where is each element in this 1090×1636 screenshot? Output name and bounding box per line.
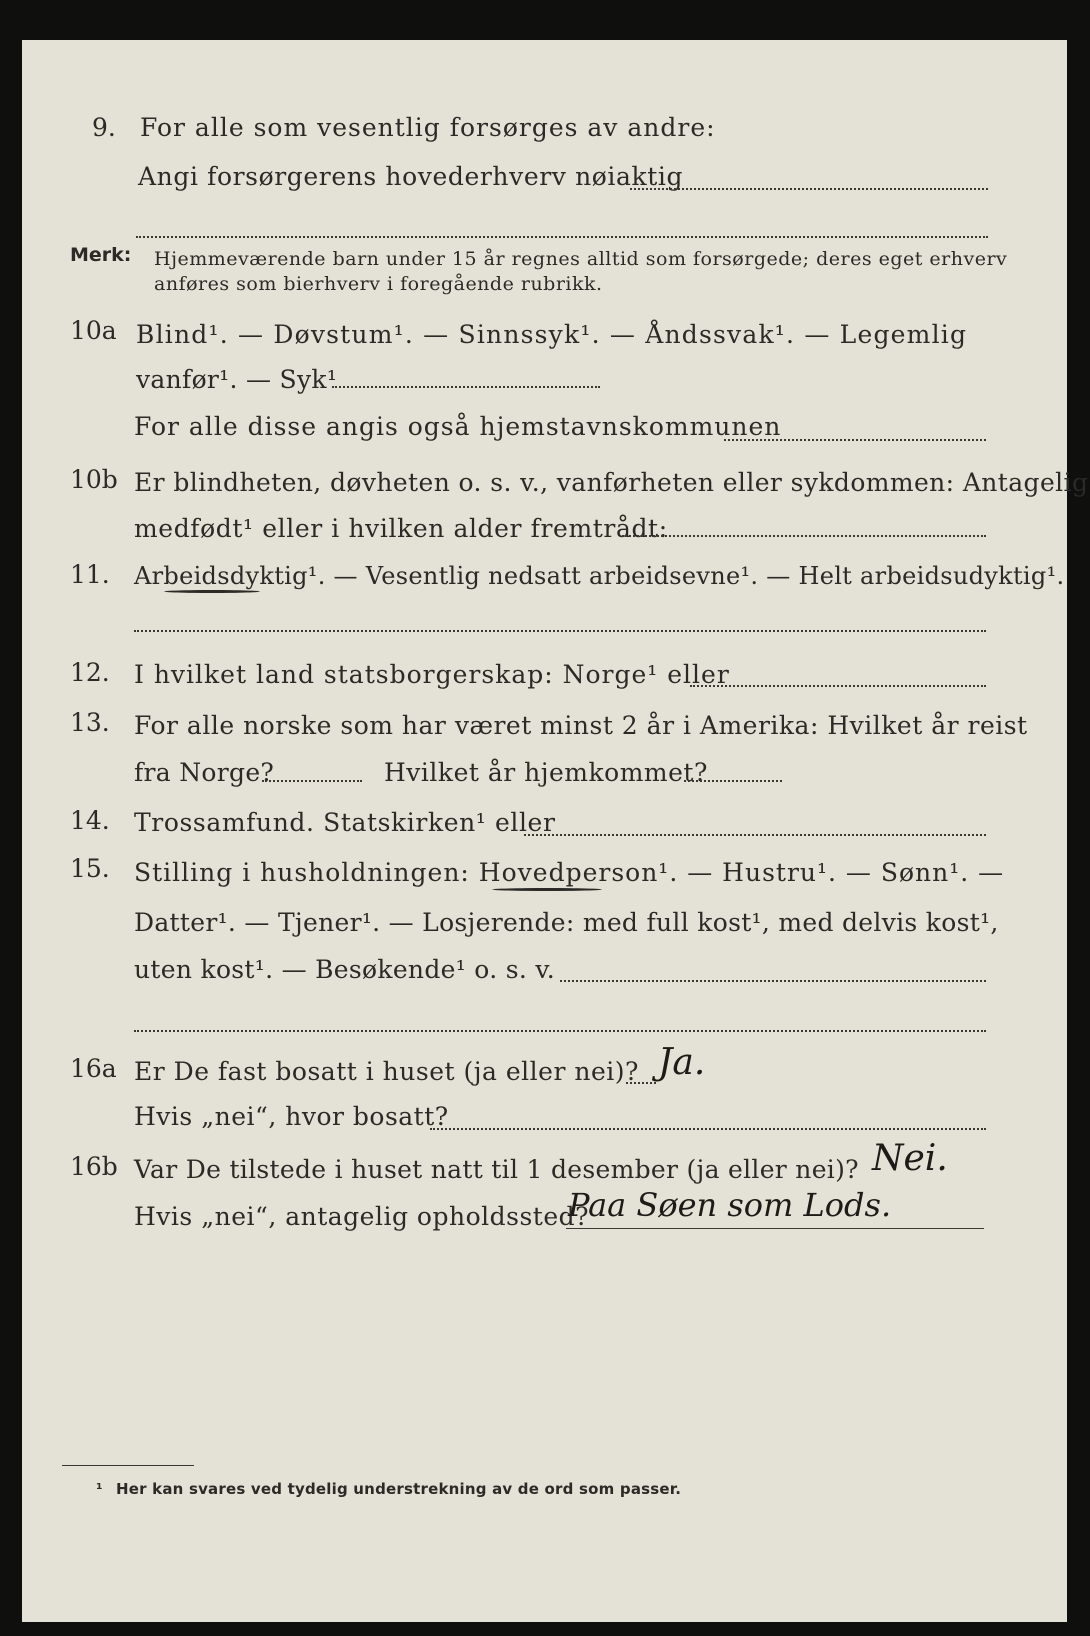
- merk-line2: anføres som bierhverv i foregående rubrikk.: [154, 273, 603, 295]
- q10b-number: 10b: [70, 465, 118, 494]
- q16a-handwritten-answer: Ja.: [658, 1042, 706, 1083]
- q10a-number: 10a: [70, 316, 117, 345]
- q16b-opholdssted-underline: [566, 1228, 984, 1229]
- q9-answer-field[interactable]: [630, 188, 988, 190]
- q10a-line3: For alle disse angis også hjemstavnskommunen: [134, 412, 782, 441]
- q10b-answer-field[interactable]: [622, 535, 986, 537]
- q16b-line2: Hvis „nei“, antagelig opholdssted?: [134, 1202, 590, 1231]
- q10b-line2: medfødt¹ eller i hvilken alder fremtrådt:: [134, 514, 668, 543]
- q15-line1: Stilling i husholdningen: Hovedperson¹. — Hustru¹. — Sønn¹. —: [134, 858, 1005, 887]
- q9-line2: Angi forsørgerens hovederhverv nøiaktig: [138, 162, 684, 191]
- q15-number: 15.: [70, 854, 110, 883]
- q16a-number: 16a: [70, 1054, 117, 1083]
- q15-underline-mark: [492, 888, 602, 891]
- q16b-handwritten-opholdssted: Paa Søen som Lods.: [568, 1186, 892, 1224]
- q12-answer-field[interactable]: [690, 685, 986, 687]
- q11-underline-mark: [164, 590, 260, 593]
- q16b-handwritten-answer: Nei.: [872, 1138, 948, 1179]
- merk-line1: Hjemmeværende barn under 15 år regnes alltid som forsørgede; deres eget erhverv: [154, 248, 1008, 270]
- q13-hjemkommet-field[interactable]: [684, 780, 782, 782]
- q10a-line2: vanfør¹. — Syk¹: [136, 365, 338, 394]
- q9-line1: For alle som vesentlig forsørges av andre:: [140, 113, 716, 142]
- q12-number: 12.: [70, 658, 110, 687]
- q13-number: 13.: [70, 708, 110, 737]
- q15-line2: Datter¹. — Tjener¹. — Losjerende: med full kost¹, med delvis kost¹,: [134, 908, 999, 937]
- q16b-line1: Var De tilstede i huset natt til 1 desember (ja eller nei)?: [134, 1155, 859, 1184]
- q13-line2b: Hvilket år hjemkommet?: [384, 758, 708, 787]
- q11-answer-field[interactable]: [134, 630, 986, 632]
- q16a-answer-field[interactable]: [626, 1082, 656, 1084]
- census-form-page: [22, 40, 1089, 1622]
- q9-number: 9.: [92, 113, 116, 142]
- q11-number: 11.: [70, 560, 110, 589]
- q13-line2a: fra Norge?: [134, 758, 275, 787]
- q16b-number: 16b: [70, 1152, 118, 1181]
- q10a-line1: Blind¹. — Døvstum¹. — Sinnssyk¹. — Åndssvak¹. — Legemlig: [136, 320, 968, 349]
- q16a-line2: Hvis „nei“, hvor bosatt?: [134, 1102, 449, 1131]
- q14-answer-field[interactable]: [524, 834, 986, 836]
- footnote-mark: ¹: [96, 1480, 103, 1498]
- q13-line1: For alle norske som har været minst 2 år i Amerika: Hvilket år reist: [134, 711, 1028, 740]
- q14-line1: Trossamfund. Statskirken¹ eller: [134, 808, 556, 837]
- q10b-line1: Er blindheten, døvheten o. s. v., vanførheten eller sykdommen: Antagelig: [134, 468, 1089, 497]
- q12-line1: I hvilket land statsborgerskap: Norge¹ eller: [134, 660, 730, 689]
- q11-line1: Arbeidsdyktig¹. — Vesentlig nedsatt arbeidsevne¹. — Helt arbeidsudyktig¹.: [134, 562, 1065, 590]
- footnote-text: Her kan svares ved tydelig understrekning av de ord som passer.: [116, 1480, 682, 1498]
- footnote-divider: [62, 1465, 194, 1466]
- q15-line3: uten kost¹. — Besøkende¹ o. s. v.: [134, 955, 556, 984]
- q10a-answer-field[interactable]: [332, 386, 600, 388]
- q13-reist-field[interactable]: [262, 780, 362, 782]
- q9-answer-field-2[interactable]: [136, 236, 988, 238]
- q10a-hjemstavn-field[interactable]: [724, 439, 986, 441]
- q15-answer-field-2[interactable]: [134, 1030, 986, 1032]
- q15-answer-field[interactable]: [560, 980, 986, 982]
- q16a-line1: Er De fast bosatt i huset (ja eller nei)?: [134, 1057, 639, 1086]
- q14-number: 14.: [70, 806, 110, 835]
- q16a-bosatt-field[interactable]: [430, 1128, 986, 1130]
- merk-label: Merk:: [70, 244, 132, 266]
